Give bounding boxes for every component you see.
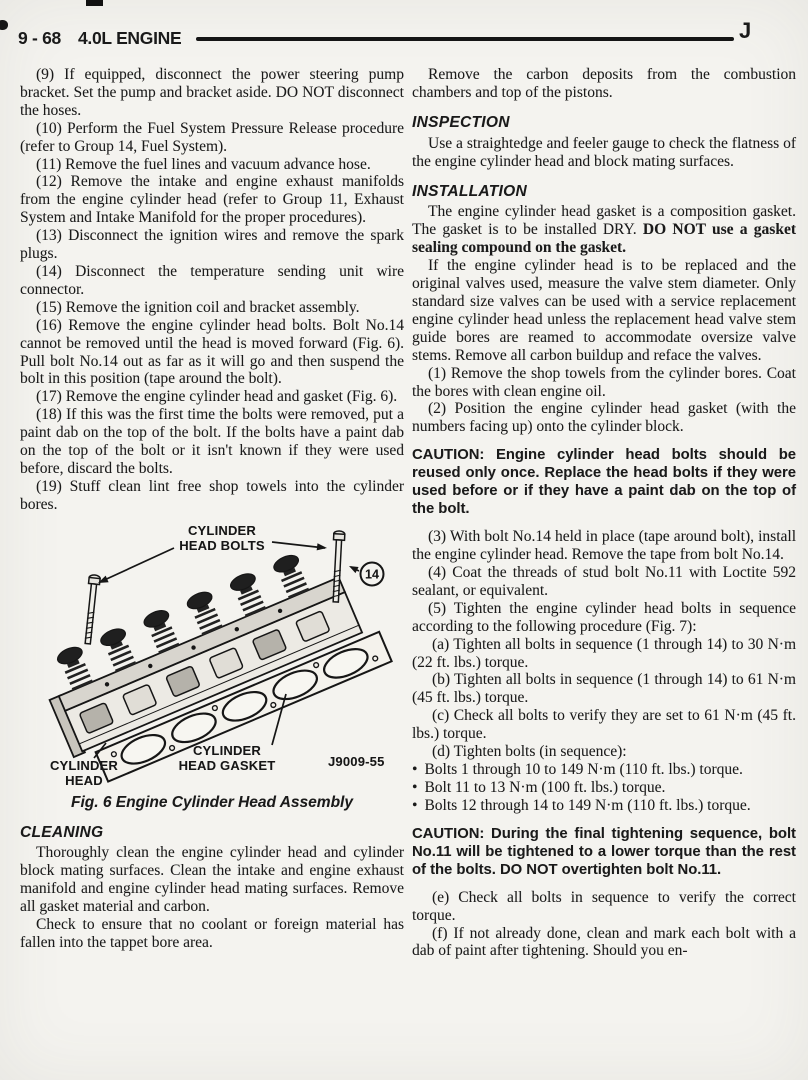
step-paragraph-11: (11) Remove the fuel lines and vacuum advance hose. (36, 155, 371, 173)
substep-a: (a) Tighten all bolts in sequence (1 through 14) to 30 N·m (22 ft. lbs.) torque. (412, 635, 796, 671)
figure-drawing-number: J9009-55 (328, 753, 385, 769)
step-paragraph-16: (16) Remove the engine cylinder head bolts. Bolt No.14 cannot be removed until the head is moved forward (Fig. 6). Pull bolt No.14 out as far as it will go and then suspend the bolt in this position (tape around the bolt). (20, 316, 404, 388)
svg-text:HEAD: HEAD (65, 772, 103, 788)
step-paragraph-15: (15) Remove the ignition coil and bracket assembly. (36, 298, 360, 316)
cleaning-paragraph-2: Check to ensure that no coolant or foreign material has fallen into the tappet bore area. (20, 916, 404, 951)
section-heading-installation: INSTALLATION (412, 182, 527, 200)
figure-label-head-bolts: CYLINDER (187, 522, 257, 538)
svg-text:CYLINDER: CYLINDER (49, 757, 119, 773)
scan-artifact-left-edge (0, 20, 8, 30)
step-paragraph-2: (2) Position the engine cylinder head gasket (with the numbers facing up) onto the cylinder block. (412, 400, 796, 436)
cleaning-paragraph-1: Thoroughly clean the engine cylinder head and cylinder block mating surfaces. Clean the intake and engine exhaust manifold and engine cylinder head mating surfaces. Remove all gasket material and carbon. (20, 844, 404, 916)
step-paragraph-4: (4) Coat the threads of stud bolt No.11 with Loctite 592 sealant, or equivalent. (412, 564, 796, 599)
bullet-icon: • (412, 778, 418, 796)
installation-paragraph-2: If the engine cylinder head is to be replaced and the original valves used, measure the valve stem diameter. Only standard size valves can be used with a service replacement engine cylinder head unless the replacement head valve stem guide bores are reamed to accommodate oversize valve stems. Remove all carbon buildup and reface the valves. (412, 257, 796, 364)
intro-paragraph: Remove the carbon deposits from the combustion chambers and top of the pistons. (412, 66, 796, 101)
step-paragraph-19: (19) Stuff clean lint free shop towels into the cylinder bores. (20, 477, 404, 513)
substep-b: (b) Tighten all bolts in sequence (1 through 14) to 61 N·m (45 ft. lbs.) torque. (412, 671, 796, 707)
page-number: 9 - 68 (18, 28, 61, 48)
section-heading-inspection: INSPECTION (412, 113, 510, 131)
leader-arrow-left (97, 548, 174, 586)
bullet-icon: • (412, 761, 418, 778)
step-paragraph-17: (17) Remove the engine cylinder head and gasket (Fig. 6). (36, 388, 398, 406)
torque-bullet-1: • Bolts 1 through 10 to 149 N·m (110 ft. lbs.) torque. (412, 761, 743, 778)
step-paragraph-13: (13) Disconnect the ignition wires and remove the spark plugs. (20, 227, 404, 263)
svg-text:HEAD BOLTS: HEAD BOLTS (179, 537, 265, 553)
group-letter: J (739, 18, 752, 43)
section-heading-cleaning: CLEANING (20, 823, 104, 841)
substep-d: (d) Tighten bolts (in sequence): (432, 743, 627, 761)
scan-artifact-top (86, 0, 103, 6)
step-paragraph-1: (1) Remove the shop towels from the cylinder bores. Coat the bores with clean engine oil. (412, 364, 796, 400)
installation-p1-bold: DO NOT use a gasket sealing compound on the gasket. (412, 221, 796, 257)
figure-6 (20, 518, 404, 790)
installation-p1-normal: The engine cylinder head gasket is a composition gasket. The gasket is to be installed DRY. (412, 203, 796, 239)
step-paragraph-14: (14) Disconnect the temperature sending unit wire connector. (20, 262, 404, 298)
callout-14 (347, 562, 383, 585)
step-paragraph-9: (9) If equipped, disconnect the power steering pump bracket. Set the pump and bracket aside. DO NOT disconnect the hoses. (20, 66, 404, 119)
bullet-icon: • (412, 796, 418, 814)
header-rule (196, 37, 734, 41)
step-paragraph-10: (10) Perform the Fuel System Pressure Release procedure (refer to Group 14, Fuel System). (20, 119, 404, 155)
caution-note-1: CAUTION: Engine cylinder head bolts should be reused only once. Replace the head bolts if they were used before or if they have a paint dab on the top of the bolt. (412, 447, 796, 518)
torque-bullet-3: • Bolts 12 through 14 to 149 N·m (110 ft. lbs.) torque. (412, 796, 751, 814)
step-paragraph-5: (5) Tighten the engine cylinder head bolts in sequence according to the following procedure (Fig. 7): (412, 599, 796, 635)
right-column (412, 66, 796, 960)
step-paragraph-3: (3) With bolt No.14 held in place (tape around bolt), install the engine cylinder head. Remove the tape from bolt No.14. (412, 528, 796, 564)
caution-note-2: CAUTION: During the final tightening sequence, bolt No.11 will be tightened to a lower torque than the rest of the bolts. DO NOT overtighten bolt No.11. (412, 825, 796, 878)
figure-6-caption: Fig. 6 Engine Cylinder Head Assembly (71, 793, 353, 811)
substep-e: (e) Check all bolts in sequence to verify the correct torque. (412, 888, 796, 924)
svg-text:14: 14 (365, 567, 379, 582)
step-paragraph-12: (12) Remove the intake and engine exhaust manifolds from the engine cylinder head (refer to Group 11, Exhaust System and Intake Manifold for the proper procedures). (20, 173, 404, 227)
step-paragraph-18: (18) If this was the first time the bolts were removed, put a paint dab on the top of the bolt. If the bolts have a paint dab on the top of the bolt or it isn't known if they were used before, discard the bolts. (20, 406, 404, 477)
head-bolt-left (82, 574, 100, 644)
installation-paragraph-1 (412, 203, 796, 257)
chapter-title: 4.0L ENGINE (78, 28, 182, 48)
left-column (20, 66, 404, 952)
figure-6-drawing (20, 518, 404, 790)
svg-text:CYLINDER: CYLINDER (192, 742, 262, 758)
inspection-paragraph: Use a straightedge and feeler gauge to check the flatness of the engine cylinder head and block mating surfaces. (412, 134, 796, 170)
torque-bullet-2: • Bolt 11 to 13 N·m (100 ft. lbs.) torque. (412, 778, 666, 796)
leader-arrow-right (272, 542, 327, 552)
substep-c: (c) Check all bolts to verify they are set to 61 N·m (45 ft. lbs.) torque. (412, 707, 796, 743)
substep-f: (f) If not already done, clean and mark each bolt with a dab of paint after tightening. Should you en- (412, 924, 796, 960)
svg-text:HEAD GASKET: HEAD GASKET (178, 757, 276, 773)
